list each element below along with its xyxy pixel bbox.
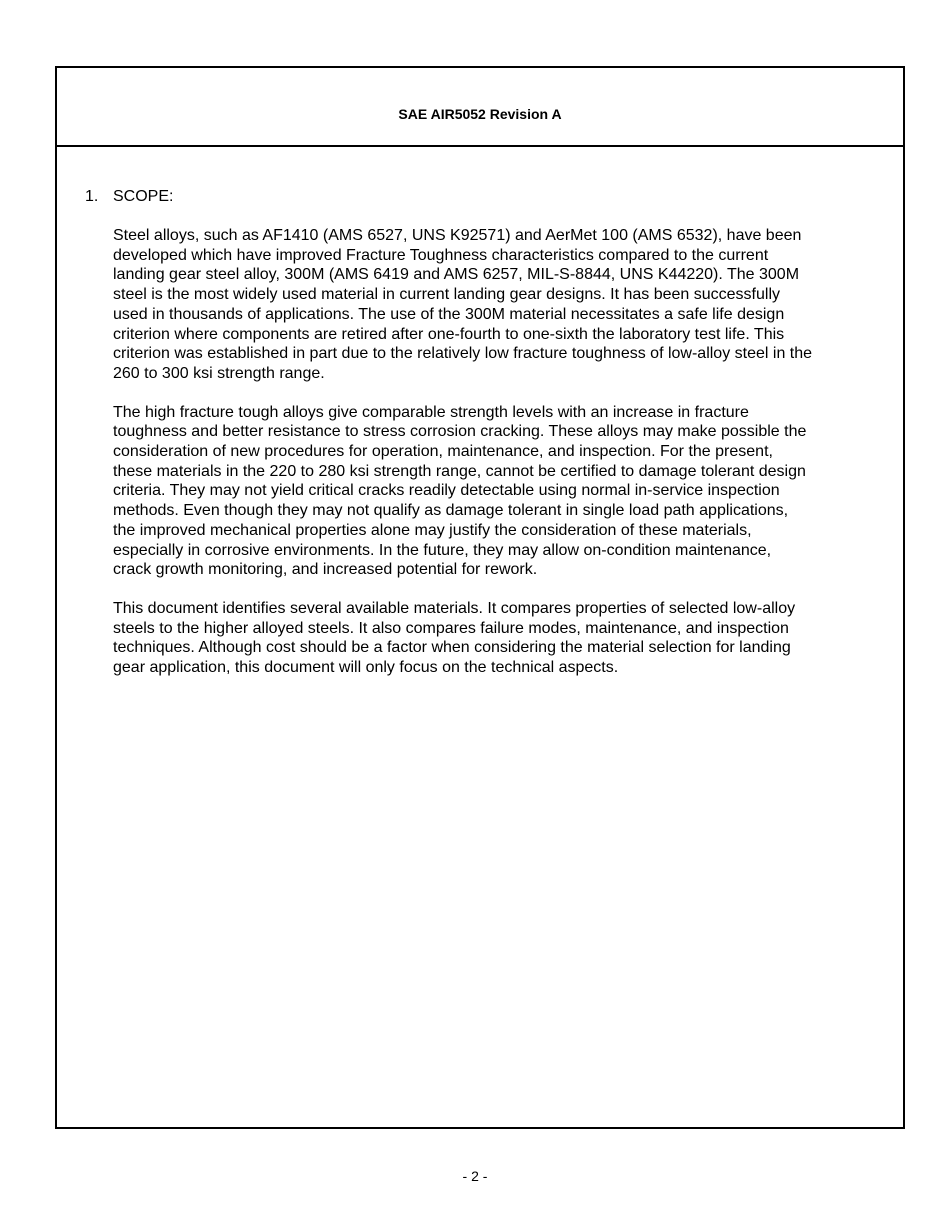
paragraph-2 [113,403,878,580]
paragraph-line: landing gear steel alloy, 300M (AMS 6419 and AMS 6257, MIL-S-8844, UNS K44220). The 300M [113,266,800,284]
paragraph-line: criteria. They may not yield critical cracks readily detectable using normal in-service inspection [113,482,780,500]
paragraph-line: This document identifies several available materials. It compares properties of selected low-alloy [113,599,796,617]
section-heading [85,187,875,207]
paragraph-1 [113,226,878,384]
paragraph-line: gear application, this document will only focus on the technical aspects. [113,659,619,677]
paragraph-line: toughness and better resistance to stress corrosion cracking. These alloys may make possible the [113,423,807,441]
section-number: 1. [85,188,99,205]
document-header [57,68,903,147]
scope-section [85,187,875,678]
paragraph-line: steel is the most widely used material in current landing gear designs. It has been successfully [113,286,781,304]
paragraph-line: consideration of new procedures for operation, maintenance, and inspection. For the present, [113,443,773,461]
paragraph-3 [113,599,878,678]
paragraph-line: steels to the higher alloyed steels. It also compares failure modes, maintenance, and inspection [113,619,789,637]
paragraph-line: criterion was established in part due to the relatively low fracture toughness of low-alloy steel in the [113,345,813,363]
paragraph-line: 260 to 300 ksi strength range. [113,364,325,382]
paragraph-line: developed which have improved Fracture Toughness characteristics compared to the current [113,246,769,264]
paragraph-line: methods. Even though they may not qualify as damage tolerant in single load path applications, [113,502,789,520]
paragraph-line: Steel alloys, such as AF1410 (AMS 6527, UNS K92571) and AerMet 100 (AMS 6532), have been [113,227,802,244]
paragraph-line: techniques. Although cost should be a factor when considering the material selection for landing [113,639,791,657]
document-title: SAE AIR5052 Revision A [398,106,562,122]
paragraph-line: used in thousands of applications. The use of the 300M material necessitates a safe life design [113,305,785,323]
paragraph-line: especially in corrosive environments. In the future, they may allow on-condition maintenance, [113,541,772,559]
paragraph-line: The high fracture tough alloys give comparable strength levels with an increase in fracture [113,403,749,421]
page-number: - 2 - [462,1168,488,1184]
paragraph-line: crack growth monitoring, and increased potential for rework. [113,561,538,579]
paragraph-line: the improved mechanical properties alone may justify the consideration of these materials, [113,521,752,539]
section-title: SCOPE: [113,188,174,205]
paragraph-line: these materials in the 220 to 280 ksi strength range, cannot be certified to damage tolerant design [113,462,806,480]
paragraph-line: criterion where components are retired after one-fourth to one-sixth the laboratory test life. This [113,325,785,343]
page-frame [55,66,905,1129]
